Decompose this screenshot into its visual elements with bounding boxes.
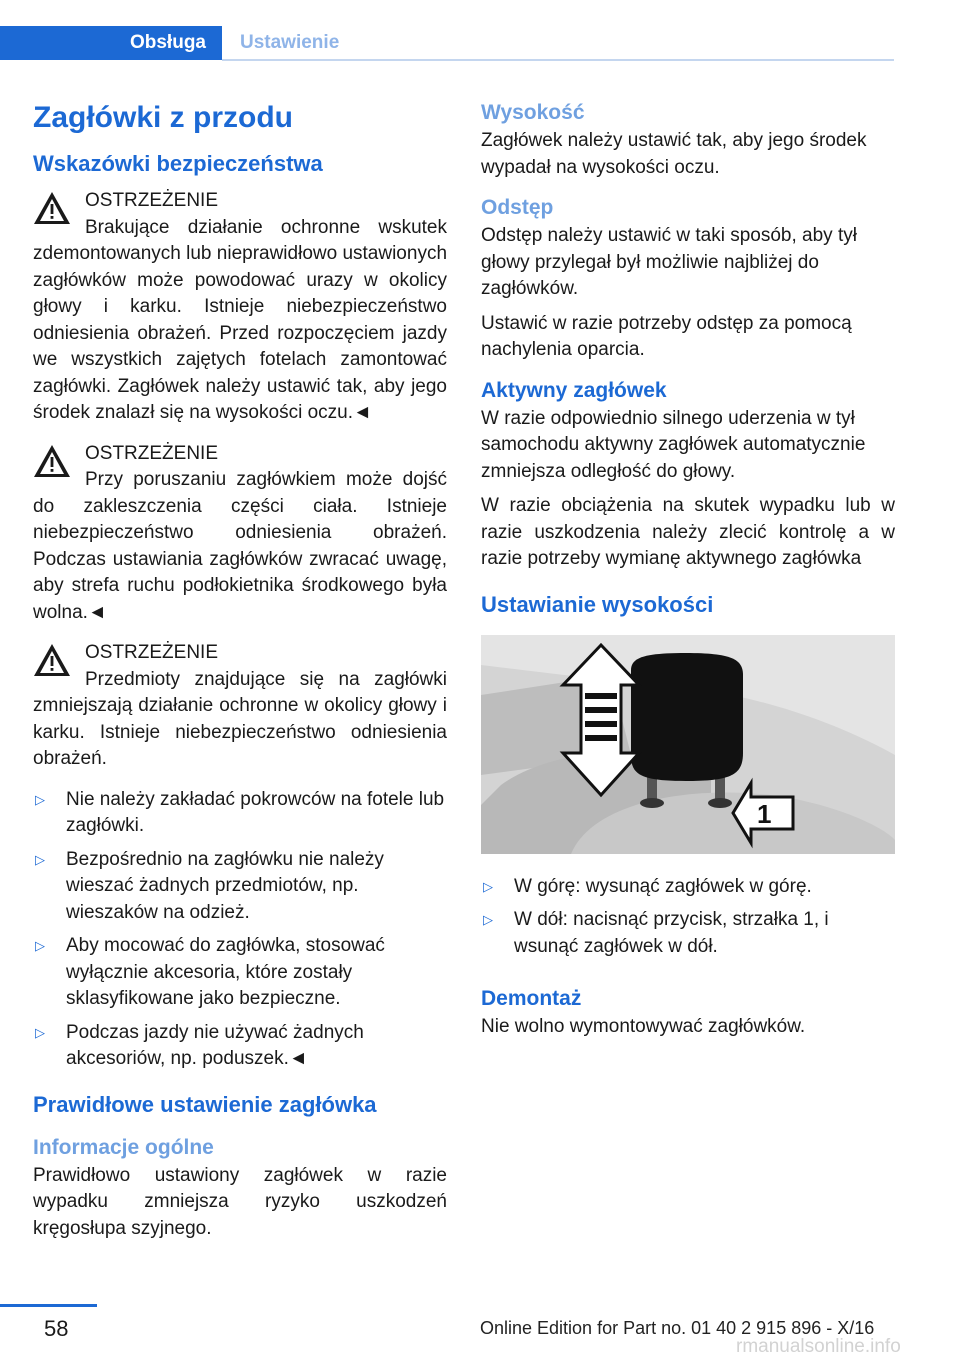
- list-item: [33, 787, 447, 840]
- warning-icon: [33, 642, 71, 678]
- list-item: [33, 1020, 447, 1073]
- warning-icon: [33, 190, 71, 226]
- tab-divider: [222, 59, 894, 61]
- general-info-heading: Informacje ogólne: [33, 1135, 214, 1159]
- list-item: [481, 874, 895, 901]
- headrest-illustration: [481, 635, 895, 854]
- list-item: [33, 847, 447, 927]
- warning-icon: [33, 443, 71, 479]
- removal-text: Nie wolno wymontowywać zagłówków.: [481, 1016, 806, 1037]
- list-item-text: Aby mocować do zagłówka, stosować wyłącznie akcesoria, które zostały sklasyfikowane jako bezpieczne.: [66, 935, 385, 1009]
- triangle-bullet-icon: ▷: [35, 938, 45, 953]
- warning-label: OSTRZEŻENIE: [85, 190, 219, 211]
- left-column: [33, 100, 447, 1250]
- footer-rule: [0, 1304, 97, 1307]
- active-headrest-text-2: W razie obciążenia na skutek wypadku lub w razie uszkodzenia należy zlecić kontrolę a w razie potrzeby wymianę aktywnego zagłówka: [481, 495, 895, 569]
- tab-ustawienie[interactable]: Ustawienie: [240, 32, 340, 53]
- height-text: Zagłówek należy ustawić tak, aby jego środek wypadał na wysokości oczu.: [481, 130, 867, 178]
- distance-heading: Odstęp: [481, 196, 554, 219]
- triangle-bullet-icon: ▷: [483, 912, 493, 927]
- warning-block: [33, 441, 447, 627]
- warning-text: Przedmioty znajdujące się na zagłówki zmniejszają działanie ochronne w okolicy głowy i karku. Istnieje niebezpieczeństwo odniesienia obrażeń.: [33, 668, 447, 769]
- adjust-bullet-list: [481, 874, 895, 961]
- figure-arrow-label: 1: [757, 798, 772, 829]
- list-item-text: Podczas jazdy nie używać żadnych akcesoriów, np. poduszek.◄: [66, 1021, 364, 1069]
- height-adjust-heading: Ustawianie wysokości: [481, 591, 714, 617]
- triangle-bullet-icon: ▷: [35, 791, 45, 807]
- list-item-text: W górę: wysunąć zagłówek w górę.: [514, 875, 812, 897]
- active-headrest-text: W razie odpowiednio silnego uderzenia w tył samochodu aktywny zagłówek automatycznie zmniejsza odległość do głowy.: [481, 407, 866, 482]
- edition-note: Online Edition for Part no. 01 40 2 915 896 - X/16: [480, 1318, 875, 1338]
- active-headrest-heading: Aktywny zagłówek: [481, 378, 667, 402]
- right-column: [481, 100, 895, 1049]
- list-item: [33, 933, 447, 1013]
- list-item-text: Nie należy zakładać pokrowców na fotele lub zagłówki.: [66, 788, 445, 836]
- distance-text: Odstęp należy ustawić w taki sposób, aby tył głowy przylegał był możliwie najbliżej do zagłówków.: [481, 225, 857, 299]
- triangle-bullet-icon: ▷: [35, 851, 45, 867]
- warning-text: Przy poruszaniu zagłówkiem może dojść do zakleszczenia części ciała. Istnieje niebezpieczeństwo odniesienia obrażeń. Podczas ustawiania zagłówków zwracać uwagę, aby strefa ruchu podłokietnika środkowego była wolna.◄: [33, 469, 447, 623]
- tab-obsluga[interactable]: Obsługa: [0, 26, 222, 60]
- warning-text: Brakujące działanie ochronne wskutek zdemontowanych lub nieprawidłowo ustawionych zagłówków może powodować urazy w okolicy głowy i karku. Istnieje niebezpieczeństwo odniesienia obrażeń. Przed rozpoczęciem jazdy we wszystkich zajętych fotelach zamontować zagłówki. Zagłówek należy ustawić tak, aby jego środek znalazł się na wysokości oczu.◄: [33, 216, 448, 423]
- correct-adjustment-heading: Prawidłowe ustawienie zagłówka: [33, 1091, 377, 1117]
- list-item-text: Bezpośrednio na zagłówku nie należy wieszać żadnych przedmiotów, np. wieszaków na odzież.: [66, 848, 384, 923]
- page-title: Zagłówki z przodu: [33, 101, 293, 134]
- safety-bullet-list: [33, 787, 447, 1073]
- list-item-text: W dół: nacisnąć przycisk, strzałka 1, i wsunąć zagłówek w dół.: [514, 909, 829, 957]
- height-heading: Wysokość: [481, 101, 585, 124]
- warning-label: OSTRZEŻENIE: [85, 642, 219, 663]
- triangle-bullet-icon: ▷: [35, 1024, 45, 1040]
- headrest-figure: [481, 635, 895, 854]
- general-info-text: Prawidłowo ustawiony zagłówek w razie wypadku zmniejsza ryzyko uszkodzeń kręgosłupa szyjnego.: [33, 1164, 447, 1239]
- warning-label: OSTRZEŻENIE: [85, 442, 219, 464]
- removal-heading: Demontaż: [481, 987, 582, 1010]
- safety-heading: Wskazówki bezpieczeństwa: [33, 151, 323, 176]
- list-item: [481, 907, 895, 960]
- warning-block: [33, 640, 447, 773]
- header-tabs: [0, 0, 960, 62]
- distance-text-2: Ustawić w razie potrzeby odstęp za pomocą nachylenia oparcia.: [481, 312, 852, 360]
- triangle-bullet-icon: ▷: [483, 878, 493, 894]
- page-number: 58: [44, 1316, 69, 1341]
- warning-block: [33, 188, 447, 427]
- watermark: rmanualsonline.info: [736, 1336, 901, 1357]
